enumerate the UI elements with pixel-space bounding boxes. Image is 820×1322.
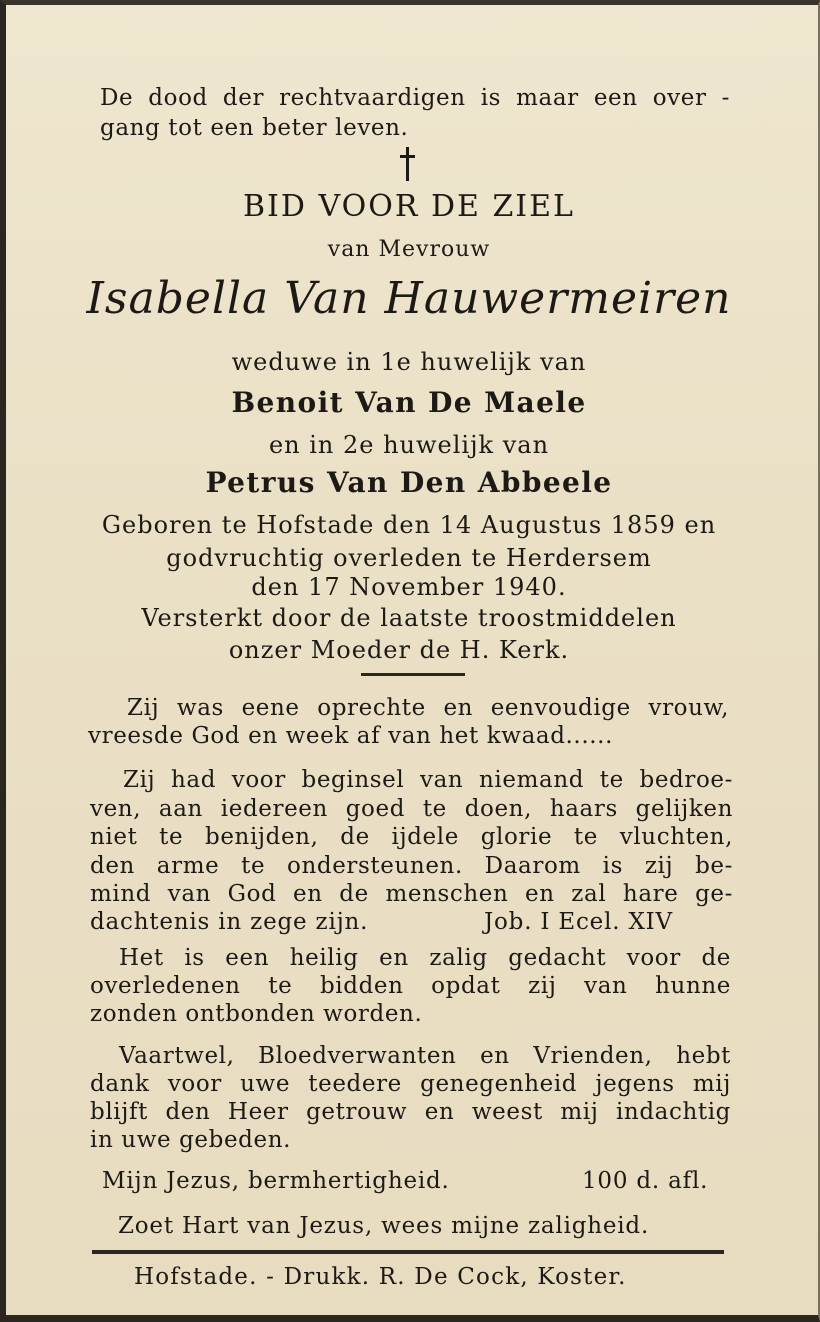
- text-line: dank voor uwe teedere genegenheid jegens mij: [90, 1071, 731, 1097]
- text-line: Vaartwel, Bloedverwanten en Vrienden, hebt: [119, 1043, 731, 1069]
- indulgence: 100 d. afl.: [582, 1168, 709, 1194]
- bio-line: den 17 November 1940.: [251, 573, 567, 601]
- text-line: zonden ontbonden worden.: [90, 1001, 423, 1027]
- bio-line: Versterkt door de laatste troostmiddelen: [141, 604, 677, 632]
- text-line: den arme te ondersteunen. Daarom is zij be-: [90, 853, 733, 879]
- footer-rule: [92, 1250, 724, 1254]
- text-line: in uwe gebeden.: [90, 1127, 292, 1153]
- text-line: overledenen te bidden opdat zij van hunne: [90, 973, 731, 999]
- text-line-wrap: [90, 1099, 731, 1125]
- text-line-wrap: [90, 796, 733, 822]
- text-line-wrap: [90, 1071, 731, 1097]
- marriage-line-2: en in 2e huwelijk van: [268, 431, 550, 459]
- card-title: BID VOOR DE ZIEL: [243, 189, 575, 224]
- deceased-name: Isabella Van Hauwermeiren: [86, 273, 732, 324]
- scripture-reference: Job. I Ecel. XIV: [484, 909, 673, 935]
- text-line: blijft den Heer getrouw en weest mij indachtig: [90, 1099, 731, 1125]
- paragraph-4: [119, 1043, 731, 1069]
- bio-line: godvruchtig overleden te Herdersem: [166, 544, 652, 572]
- text-line: niet te benijden, de ijdele glorie te vluchten,: [90, 824, 733, 850]
- second-spouse: Petrus Van Den Abbeele: [205, 466, 613, 499]
- paragraph-2: [123, 767, 733, 793]
- paragraph-1: [127, 695, 729, 721]
- text-line-wrap: [90, 973, 731, 999]
- text-line: vreesde God en week af van het kwaad......: [88, 723, 613, 749]
- card-paper: [6, 5, 818, 1315]
- bio-line: onzer Moeder de H. Kerk.: [228, 636, 570, 664]
- marriage-line-1: weduwe in 1e huwelijk van: [231, 348, 587, 376]
- text-line: Zij was eene oprechte en eenvoudige vrouw,: [127, 695, 729, 721]
- separator: [361, 673, 465, 676]
- epigraph-line: gang tot een beter leven.: [100, 115, 409, 141]
- cross-icon: [398, 147, 416, 183]
- text-line-wrap: [90, 853, 733, 879]
- subtitle: van Mevrouw: [327, 237, 491, 262]
- text-line: Het is een heilig en zalig gedacht voor de: [119, 945, 731, 971]
- epigraph: [100, 85, 730, 111]
- text-line: Zij had voor beginsel van niemand te bedroe-: [123, 767, 733, 793]
- text-line: dachtenis in zege zijn.: [90, 909, 369, 935]
- prayer-2: Zoet Hart van Jezus, wees mijne zaligheid.: [118, 1213, 650, 1239]
- bio-line: Geboren te Hofstade den 14 Augustus 1859 en: [101, 511, 717, 539]
- printer-footer: Hofstade. - Drukk. R. De Cock, Koster.: [134, 1264, 627, 1290]
- text-line-wrap: [90, 881, 733, 907]
- prayer-1: Mijn Jezus, bermhertigheid.: [102, 1168, 450, 1194]
- text-line: mind van God en de menschen en zal hare ge-: [90, 881, 733, 907]
- epigraph-line: De dood der rechtvaardigen is maar een over -: [100, 85, 730, 111]
- text-line-wrap: [90, 824, 733, 850]
- first-spouse: Benoit Van De Maele: [231, 386, 587, 419]
- paragraph-3: [119, 945, 731, 971]
- text-line: ven, aan iedereen goed te doen, haars gelijken: [90, 796, 733, 822]
